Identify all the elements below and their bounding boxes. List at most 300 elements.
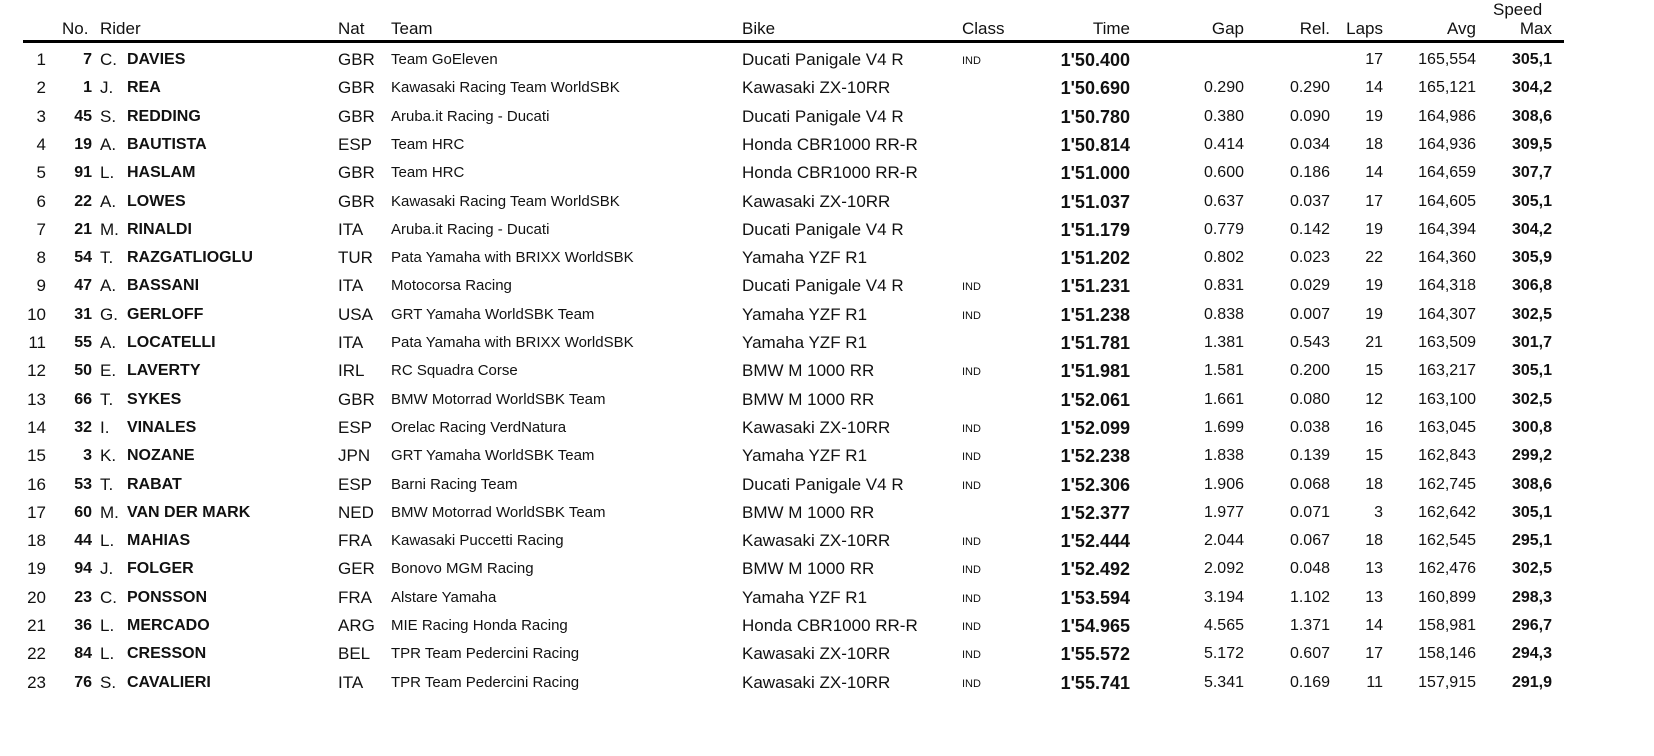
nationality: ITA: [338, 672, 364, 692]
rider-number: 32: [74, 418, 92, 436]
lap-time: 1'51.981: [1060, 361, 1130, 382]
class-badge: IND: [962, 55, 981, 67]
laps-count: 16: [1365, 418, 1383, 436]
position: 18: [27, 531, 46, 551]
laps-count: 14: [1365, 617, 1383, 634]
nationality: GBR: [338, 191, 375, 211]
team-name: MIE Racing Honda Racing: [391, 617, 568, 634]
header-rule: [23, 40, 1564, 43]
rider-surname: NOZANE: [127, 447, 195, 465]
team-name: Team HRC: [391, 135, 465, 153]
max-speed: 304,2: [1511, 220, 1552, 238]
header-laps: Laps: [1346, 19, 1383, 38]
max-speed: 307,7: [1511, 164, 1552, 182]
nationality: BEL: [338, 644, 371, 664]
rider-number: 94: [74, 560, 92, 578]
max-speed: 296,7: [1511, 617, 1552, 634]
avg-speed: 164,394: [1418, 220, 1476, 238]
rider-number: 50: [74, 362, 92, 380]
bike-model: Yamaha YZF R1: [742, 333, 868, 352]
header-max: Max: [1519, 19, 1552, 38]
rider-surname: PONSSON: [127, 588, 208, 606]
avg-speed: 157,915: [1418, 673, 1476, 691]
laps-count: 17: [1365, 645, 1383, 663]
rider-surname: MAHIAS: [127, 532, 191, 550]
rider-number: 3: [83, 447, 92, 465]
position: 9: [36, 276, 46, 296]
table-row: [0, 612, 1654, 640]
max-speed: 304,2: [1511, 79, 1552, 97]
lap-time: 1'52.238: [1060, 446, 1130, 467]
position: 11: [28, 333, 46, 352]
rider-number: 23: [74, 588, 92, 606]
max-speed: 295,1: [1511, 532, 1552, 550]
position: 8: [36, 248, 46, 268]
rider-initial: A.: [100, 333, 117, 352]
lap-time: 1'51.202: [1060, 248, 1130, 269]
bike-model: Kawasaki ZX-10RR: [742, 78, 891, 98]
gap-to-leader: 1.699: [1203, 418, 1244, 436]
team-name: Team GoEleven: [391, 51, 498, 68]
laps-count: 22: [1365, 249, 1383, 267]
nationality: GBR: [338, 389, 375, 409]
position: 13: [27, 389, 46, 409]
table-row: [0, 329, 1654, 357]
gap-to-leader: 0.802: [1203, 249, 1244, 267]
max-speed: 302,5: [1511, 390, 1552, 408]
position: 19: [27, 559, 46, 579]
table-row: [0, 499, 1654, 527]
header-time: Time: [1092, 19, 1130, 38]
header-bike: Bike: [742, 19, 776, 38]
table-row: [0, 103, 1654, 131]
rider-surname: REA: [127, 79, 161, 97]
gap-to-previous: 0.543: [1289, 334, 1330, 351]
bike-model: BMW M 1000 RR: [742, 502, 875, 522]
nationality: NED: [338, 502, 374, 522]
rider-number: 91: [74, 164, 92, 182]
bike-model: Honda CBR1000 RR-R: [742, 616, 918, 635]
max-speed: 302,5: [1511, 560, 1552, 578]
bike-model: Yamaha YZF R1: [742, 587, 868, 607]
rider-number: 55: [74, 334, 92, 351]
position: 5: [36, 163, 46, 183]
rider-number: 76: [74, 673, 92, 691]
gap-to-leader: 0.831: [1203, 277, 1244, 295]
gap-to-previous: 0.029: [1289, 277, 1330, 295]
avg-speed: 163,217: [1418, 362, 1476, 380]
rider-initial: S.: [100, 672, 117, 692]
laps-count: 19: [1365, 220, 1383, 238]
max-speed: 306,8: [1511, 277, 1552, 295]
rider-surname: REDDING: [127, 107, 201, 125]
max-speed: 305,1: [1511, 362, 1552, 380]
header-gap: Gap: [1211, 19, 1244, 38]
gap-to-previous: 0.080: [1289, 390, 1330, 408]
team-name: RC Squadra Corse: [391, 362, 518, 380]
rider-initial: I.: [100, 417, 110, 437]
rider-initial: L.: [100, 531, 115, 551]
team-name: GRT Yamaha WorldSBK Team: [391, 447, 595, 465]
laps-count: 19: [1365, 107, 1383, 125]
team-name: BMW Motorrad WorldSBK Team: [391, 390, 606, 408]
gap-to-previous: 0.048: [1289, 560, 1330, 578]
nationality: FRA: [338, 587, 372, 607]
rider-surname: GERLOFF: [127, 305, 204, 323]
nationality: ESP: [338, 134, 373, 154]
max-speed: 302,5: [1511, 305, 1552, 323]
team-name: BMW Motorrad WorldSBK Team: [391, 503, 606, 521]
max-speed: 305,1: [1511, 192, 1552, 210]
class-badge: IND: [962, 281, 981, 294]
class-badge: IND: [962, 621, 981, 633]
position: 22: [27, 644, 46, 664]
max-speed: 291,9: [1511, 673, 1552, 691]
max-speed: 308,6: [1511, 107, 1552, 125]
rider-number: 21: [74, 220, 92, 238]
position: 20: [27, 587, 46, 607]
avg-speed: 163,509: [1418, 334, 1476, 351]
bike-model: BMW M 1000 RR: [742, 361, 875, 381]
team-name: Motocorsa Racing: [391, 277, 512, 295]
bike-model: Yamaha YZF R1: [742, 248, 868, 268]
header-avg: Avg: [1447, 19, 1476, 38]
rider-number: 7: [83, 51, 92, 68]
table-row: [0, 74, 1654, 102]
table-row: [0, 669, 1654, 697]
avg-speed: 162,745: [1418, 475, 1476, 493]
bike-model: Ducati Panigale V4 R: [742, 276, 904, 296]
position: 16: [27, 474, 46, 494]
rider-number: 22: [74, 192, 92, 210]
lap-time: 1'55.572: [1060, 644, 1130, 665]
rider-surname: VINALES: [127, 418, 197, 436]
gap-to-previous: 0.068: [1289, 475, 1330, 493]
max-speed: 305,1: [1511, 51, 1552, 68]
team-name: Aruba.it Racing - Ducati: [391, 107, 550, 125]
position: 14: [27, 417, 46, 437]
table-row: [0, 216, 1654, 244]
rider-number: 31: [74, 305, 92, 323]
laps-count: 18: [1365, 135, 1383, 153]
gap-to-leader: 0.290: [1203, 79, 1244, 97]
position: 15: [27, 446, 46, 466]
lap-time: 1'50.400: [1060, 50, 1130, 70]
class-badge: IND: [962, 366, 981, 379]
position: 12: [27, 361, 46, 381]
rider-initial: A.: [100, 191, 117, 211]
gap-to-previous: 0.067: [1289, 532, 1330, 550]
max-speed: 298,3: [1511, 588, 1552, 606]
team-name: Orelac Racing VerdNatura: [391, 418, 567, 436]
rider-surname: LOCATELLI: [127, 334, 216, 351]
gap-to-previous: 0.037: [1289, 192, 1330, 210]
team-name: Pata Yamaha with BRIXX WorldSBK: [391, 334, 634, 351]
lap-time: 1'51.238: [1060, 304, 1130, 325]
class-badge: IND: [962, 479, 981, 492]
rider-surname: LAVERTY: [127, 362, 201, 380]
table-row: [0, 46, 1654, 74]
gap-to-leader: 1.661: [1203, 390, 1244, 408]
team-name: TPR Team Pedercini Racing: [391, 645, 580, 663]
rider-surname: HASLAM: [127, 164, 196, 182]
nationality: GER: [338, 559, 375, 579]
avg-speed: 164,360: [1418, 249, 1476, 267]
avg-speed: 164,986: [1418, 107, 1476, 125]
header-no: No.: [62, 19, 89, 38]
rider-surname: BAUTISTA: [127, 135, 207, 153]
lap-time: 1'52.061: [1060, 389, 1130, 410]
rider-initial: G.: [100, 304, 118, 324]
rider-initial: L.: [100, 644, 115, 664]
table-row: [0, 442, 1654, 470]
rider-surname: RINALDI: [127, 220, 192, 238]
header-rider: Rider: [100, 19, 141, 38]
lap-time: 1'53.594: [1060, 587, 1130, 608]
position: 21: [27, 616, 46, 635]
bike-model: Kawasaki ZX-10RR: [742, 672, 891, 692]
gap-to-leader: 1.581: [1203, 362, 1244, 380]
gap-to-previous: 0.186: [1289, 164, 1330, 182]
nationality: ITA: [338, 219, 364, 239]
bike-model: BMW M 1000 RR: [742, 389, 875, 409]
rider-number: 54: [74, 249, 92, 267]
rider-number: 84: [74, 645, 92, 663]
laps-count: 17: [1365, 192, 1383, 210]
laps-count: 18: [1365, 475, 1383, 493]
nationality: JPN: [338, 446, 371, 466]
gap-to-previous: 1.371: [1289, 617, 1330, 634]
table-row: [0, 301, 1654, 329]
max-speed: 301,7: [1511, 334, 1552, 351]
avg-speed: 165,121: [1418, 79, 1476, 97]
rider-initial: A.: [100, 134, 117, 154]
gap-to-leader: 2.092: [1203, 560, 1244, 578]
header-speed-group: Speed: [1493, 0, 1543, 19]
lap-time: 1'52.492: [1060, 559, 1130, 580]
lap-time: 1'52.306: [1060, 474, 1130, 495]
team-name: Kawasaki Racing Team WorldSBK: [391, 192, 620, 210]
nationality: USA: [338, 304, 373, 324]
gap-to-previous: 0.034: [1289, 135, 1330, 153]
table-row: [0, 131, 1654, 159]
bike-model: Yamaha YZF R1: [742, 446, 868, 466]
nationality: FRA: [338, 531, 372, 551]
rider-number: 60: [74, 503, 92, 521]
rider-number: 44: [74, 532, 92, 550]
team-name: Barni Racing Team: [391, 475, 518, 493]
position: 23: [27, 672, 46, 692]
team-name: Pata Yamaha with BRIXX WorldSBK: [391, 249, 634, 267]
table-row: [0, 188, 1654, 216]
gap-to-leader: 1.381: [1203, 334, 1244, 351]
gap-to-leader: 0.600: [1203, 164, 1244, 182]
avg-speed: 164,605: [1418, 192, 1476, 210]
gap-to-previous: 0.007: [1289, 305, 1330, 323]
gap-to-leader: 0.779: [1203, 220, 1244, 238]
avg-speed: 164,659: [1418, 164, 1476, 182]
gap-to-leader: 0.838: [1203, 305, 1244, 323]
gap-to-leader: 4.565: [1203, 617, 1244, 634]
rider-initial: M.: [100, 219, 119, 239]
lap-time: 1'51.037: [1060, 191, 1130, 212]
gap-to-previous: 0.290: [1289, 79, 1330, 97]
bike-model: Ducati Panigale V4 R: [742, 219, 904, 239]
laps-count: 13: [1365, 588, 1383, 606]
lap-time: 1'52.099: [1060, 417, 1130, 438]
table-row: [0, 527, 1654, 555]
rider-surname: FOLGER: [127, 560, 194, 578]
max-speed: 309,5: [1511, 135, 1552, 153]
rider-initial: M.: [100, 502, 119, 522]
rider-number: 66: [74, 390, 92, 408]
position: 10: [27, 304, 46, 324]
nationality: ITA: [338, 333, 364, 352]
lap-time: 1'50.814: [1060, 134, 1130, 155]
team-name: Team HRC: [391, 164, 465, 182]
class-badge: IND: [962, 451, 981, 464]
avg-speed: 162,843: [1418, 447, 1476, 465]
laps-count: 3: [1374, 503, 1383, 521]
bike-model: Ducati Panigale V4 R: [742, 474, 904, 494]
position: 17: [27, 502, 46, 522]
rider-surname: BASSANI: [127, 277, 200, 295]
laps-count: 14: [1365, 79, 1383, 97]
rider-initial: J.: [100, 559, 114, 579]
bike-model: Honda CBR1000 RR-R: [742, 134, 918, 154]
laps-count: 14: [1365, 164, 1383, 182]
rider-surname: CRESSON: [127, 645, 207, 663]
rider-initial: T.: [100, 248, 114, 268]
rider-number: 1: [83, 79, 92, 97]
bike-model: Kawasaki ZX-10RR: [742, 531, 891, 551]
class-badge: IND: [962, 536, 981, 549]
gap-to-leader: 1.838: [1203, 447, 1244, 465]
avg-speed: 162,642: [1418, 503, 1476, 521]
rider-initial: J.: [100, 78, 114, 98]
table-row: [0, 584, 1654, 612]
table-row: [0, 272, 1654, 300]
position: 4: [36, 134, 46, 154]
gap-to-previous: 0.169: [1289, 673, 1330, 691]
gap-to-leader: 0.414: [1203, 135, 1244, 153]
laps-count: 11: [1366, 673, 1383, 691]
avg-speed: 164,936: [1418, 135, 1476, 153]
avg-speed: 158,146: [1418, 645, 1476, 663]
lap-time: 1'55.741: [1060, 672, 1130, 693]
avg-speed: 164,307: [1418, 305, 1476, 323]
team-name: Kawasaki Puccetti Racing: [391, 532, 564, 550]
gap-to-leader: 1.906: [1203, 475, 1244, 493]
rider-number: 36: [74, 617, 92, 634]
table-row: [0, 386, 1654, 414]
position: 6: [36, 191, 46, 211]
rider-initial: E.: [100, 361, 117, 381]
gap-to-previous: 0.038: [1289, 418, 1330, 436]
position: 7: [36, 219, 46, 239]
rider-number: 19: [74, 135, 92, 153]
max-speed: 305,9: [1511, 249, 1552, 267]
nationality: GBR: [338, 50, 375, 69]
bike-model: Yamaha YZF R1: [742, 304, 868, 324]
lap-time: 1'50.690: [1060, 78, 1130, 99]
laps-count: 19: [1365, 305, 1383, 323]
laps-count: 17: [1365, 51, 1383, 68]
gap-to-leader: 0.380: [1203, 107, 1244, 125]
table-row: [0, 414, 1654, 442]
rider-surname: MERCADO: [127, 617, 210, 634]
class-badge: IND: [962, 677, 981, 690]
lap-time: 1'50.780: [1060, 106, 1130, 127]
gap-to-leader: 5.341: [1203, 673, 1244, 691]
header-nat: Nat: [338, 19, 365, 38]
gap-to-leader: 2.044: [1203, 532, 1244, 550]
bike-model: Honda CBR1000 RR-R: [742, 163, 918, 183]
rider-surname: RABAT: [127, 475, 182, 493]
gap-to-leader: 0.637: [1203, 192, 1244, 210]
class-badge: IND: [962, 309, 981, 322]
position: 2: [36, 78, 46, 98]
gap-to-leader: 1.977: [1203, 503, 1244, 521]
laps-count: 21: [1365, 334, 1383, 351]
gap-to-previous: 0.139: [1289, 447, 1330, 465]
rider-initial: K.: [100, 446, 117, 466]
bike-model: Kawasaki ZX-10RR: [742, 417, 891, 437]
nationality: ARG: [338, 616, 375, 635]
rider-initial: T.: [100, 474, 114, 494]
laps-count: 18: [1365, 532, 1383, 550]
lap-time: 1'52.377: [1060, 502, 1130, 523]
nationality: ESP: [338, 474, 373, 494]
avg-speed: 163,045: [1418, 418, 1476, 436]
bike-model: BMW M 1000 RR: [742, 559, 875, 579]
nationality: GBR: [338, 106, 375, 126]
avg-speed: 163,100: [1418, 390, 1476, 408]
avg-speed: 165,554: [1418, 51, 1476, 68]
laps-count: 19: [1365, 277, 1383, 295]
position: 1: [36, 50, 46, 69]
team-name: GRT Yamaha WorldSBK Team: [391, 305, 595, 323]
gap-to-previous: 0.200: [1289, 362, 1330, 380]
rider-number: 47: [74, 277, 92, 295]
class-badge: IND: [962, 422, 981, 435]
laps-count: 15: [1365, 447, 1383, 465]
max-speed: 300,8: [1511, 418, 1552, 436]
laps-count: 15: [1365, 362, 1383, 380]
avg-speed: 164,318: [1418, 277, 1476, 295]
table-row: [0, 159, 1654, 187]
rider-number: 45: [74, 107, 92, 125]
lap-time: 1'52.444: [1060, 531, 1130, 552]
nationality: TUR: [338, 248, 373, 268]
max-speed: 299,2: [1511, 447, 1552, 465]
rider-surname: LOWES: [127, 192, 186, 210]
class-badge: IND: [962, 592, 981, 605]
rider-initial: L.: [100, 616, 115, 635]
gap-to-previous: 0.071: [1289, 503, 1330, 521]
avg-speed: 162,476: [1418, 560, 1476, 578]
nationality: GBR: [338, 78, 375, 98]
gap-to-previous: 0.023: [1289, 249, 1330, 267]
laps-count: 12: [1365, 390, 1383, 408]
table-row: [0, 244, 1654, 272]
team-name: Bonovo MGM Racing: [391, 560, 534, 578]
rider-initial: L.: [100, 163, 115, 183]
gap-to-leader: 3.194: [1203, 588, 1244, 606]
header-class: Class: [962, 19, 1005, 38]
rider-surname: SYKES: [127, 390, 182, 408]
rider-initial: C.: [100, 50, 117, 69]
